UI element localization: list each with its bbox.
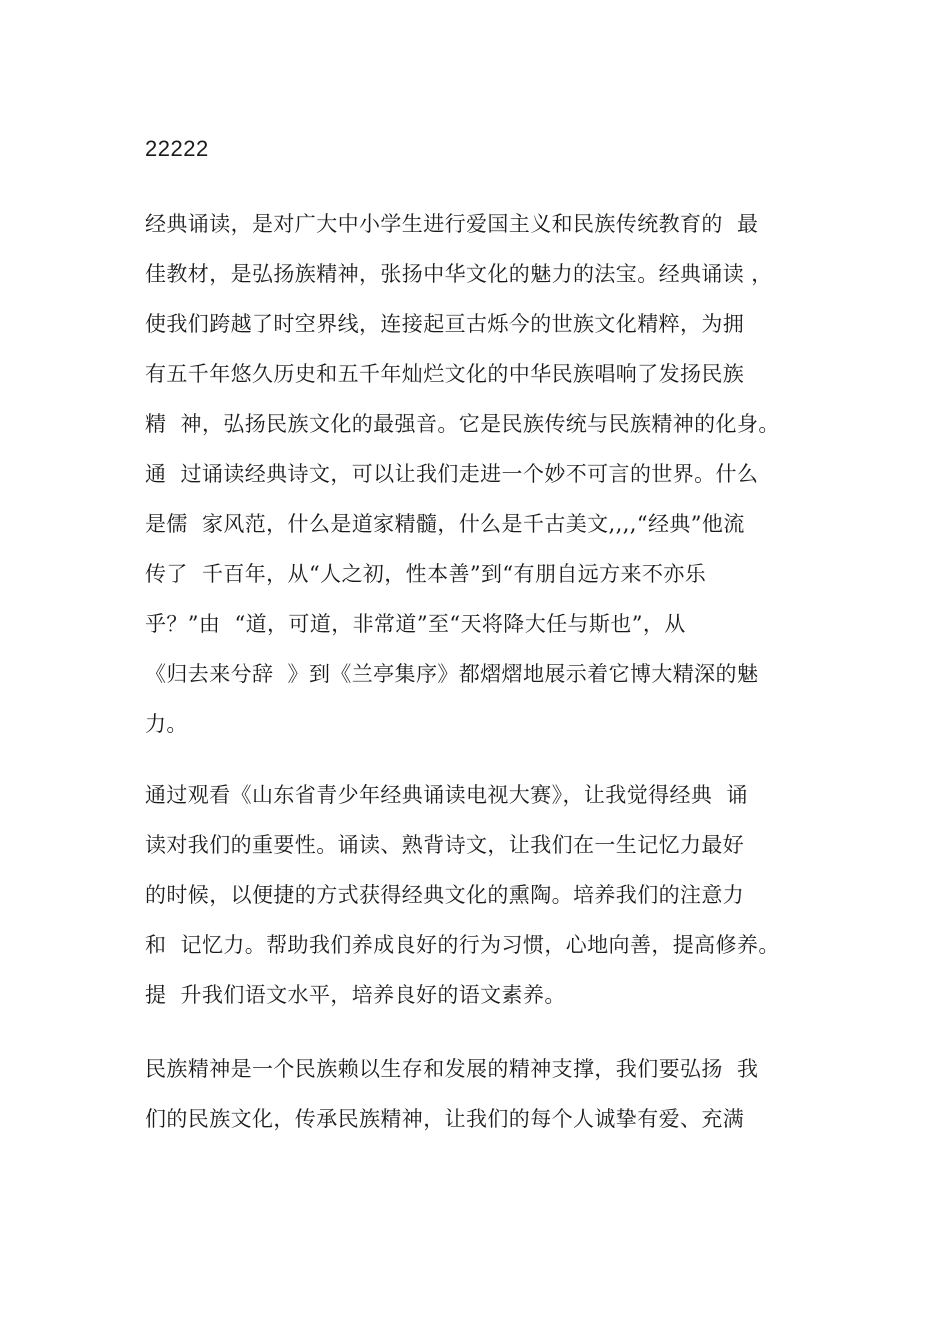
text-line: 使我们跨越了时空界线，连接起亘古烁今的世族文化精粹，为拥	[145, 312, 745, 336]
text-line: 《归去来兮辞 》到《兰亭集序》都熠熠地展示着它博大精深的魅	[145, 662, 759, 686]
document-id: 22222	[145, 136, 209, 161]
paragraph-1	[145, 199, 780, 749]
paragraph-2	[145, 770, 780, 1020]
text-line: 通 过诵读经典诗文，可以让我们走进一个妙不可言的世界。什么	[145, 462, 759, 486]
text-line: 提 升我们语文水平，培养良好的语文素养。	[145, 983, 566, 1007]
text-line: 传了 千百年，从“人之初，性本善”到“有朋自远方来不亦乐	[145, 562, 707, 586]
text-line: 佳教材，是弘扬族精神，张扬中华文化的魅力的法宝。经典诵读 ，	[145, 262, 773, 286]
text-line: 读对我们的重要性。诵读、熟背诗文，让我们在一生记忆力最好	[145, 833, 745, 857]
text-line: 们的民族文化，传承民族精神，让我们的每个人诚挚有爱、充满	[145, 1107, 745, 1131]
text-line: 和 记忆力。帮助我们养成良好的行为习惯，心地向善，提高修养。	[145, 933, 780, 957]
text-line: 乎？”由 “道，可道，非常道”至“天将降大任与斯也”，从	[145, 612, 686, 636]
text-line: 民族精神是一个民族赖以生存和发展的精神支撑，我们要弘扬 我	[145, 1057, 759, 1081]
text-line: 经典诵读，是对广大中小学生进行爱国主义和民族传统教育的 最	[145, 212, 759, 236]
text-line: 精 神，弘扬民族文化的最强音。它是民族传统与民族精神的化身。	[145, 412, 780, 436]
text-line: 是儒 家风范，什么是道家精髓，什么是千古美文,,,,“经典”他流	[145, 512, 745, 536]
text-line: 的时候，以便捷的方式获得经典文化的熏陶。培养我们的注意力	[145, 883, 745, 907]
text-line: 通过观看《山东省青少年经典诵读电视大赛》，让我觉得经典 诵	[145, 783, 748, 807]
text-line: 有五千年悠久历史和五千年灿烂文化的中华民族唱响了发扬民族	[145, 362, 745, 386]
text-line: 力。	[145, 712, 188, 736]
paragraph-3	[145, 1044, 758, 1144]
